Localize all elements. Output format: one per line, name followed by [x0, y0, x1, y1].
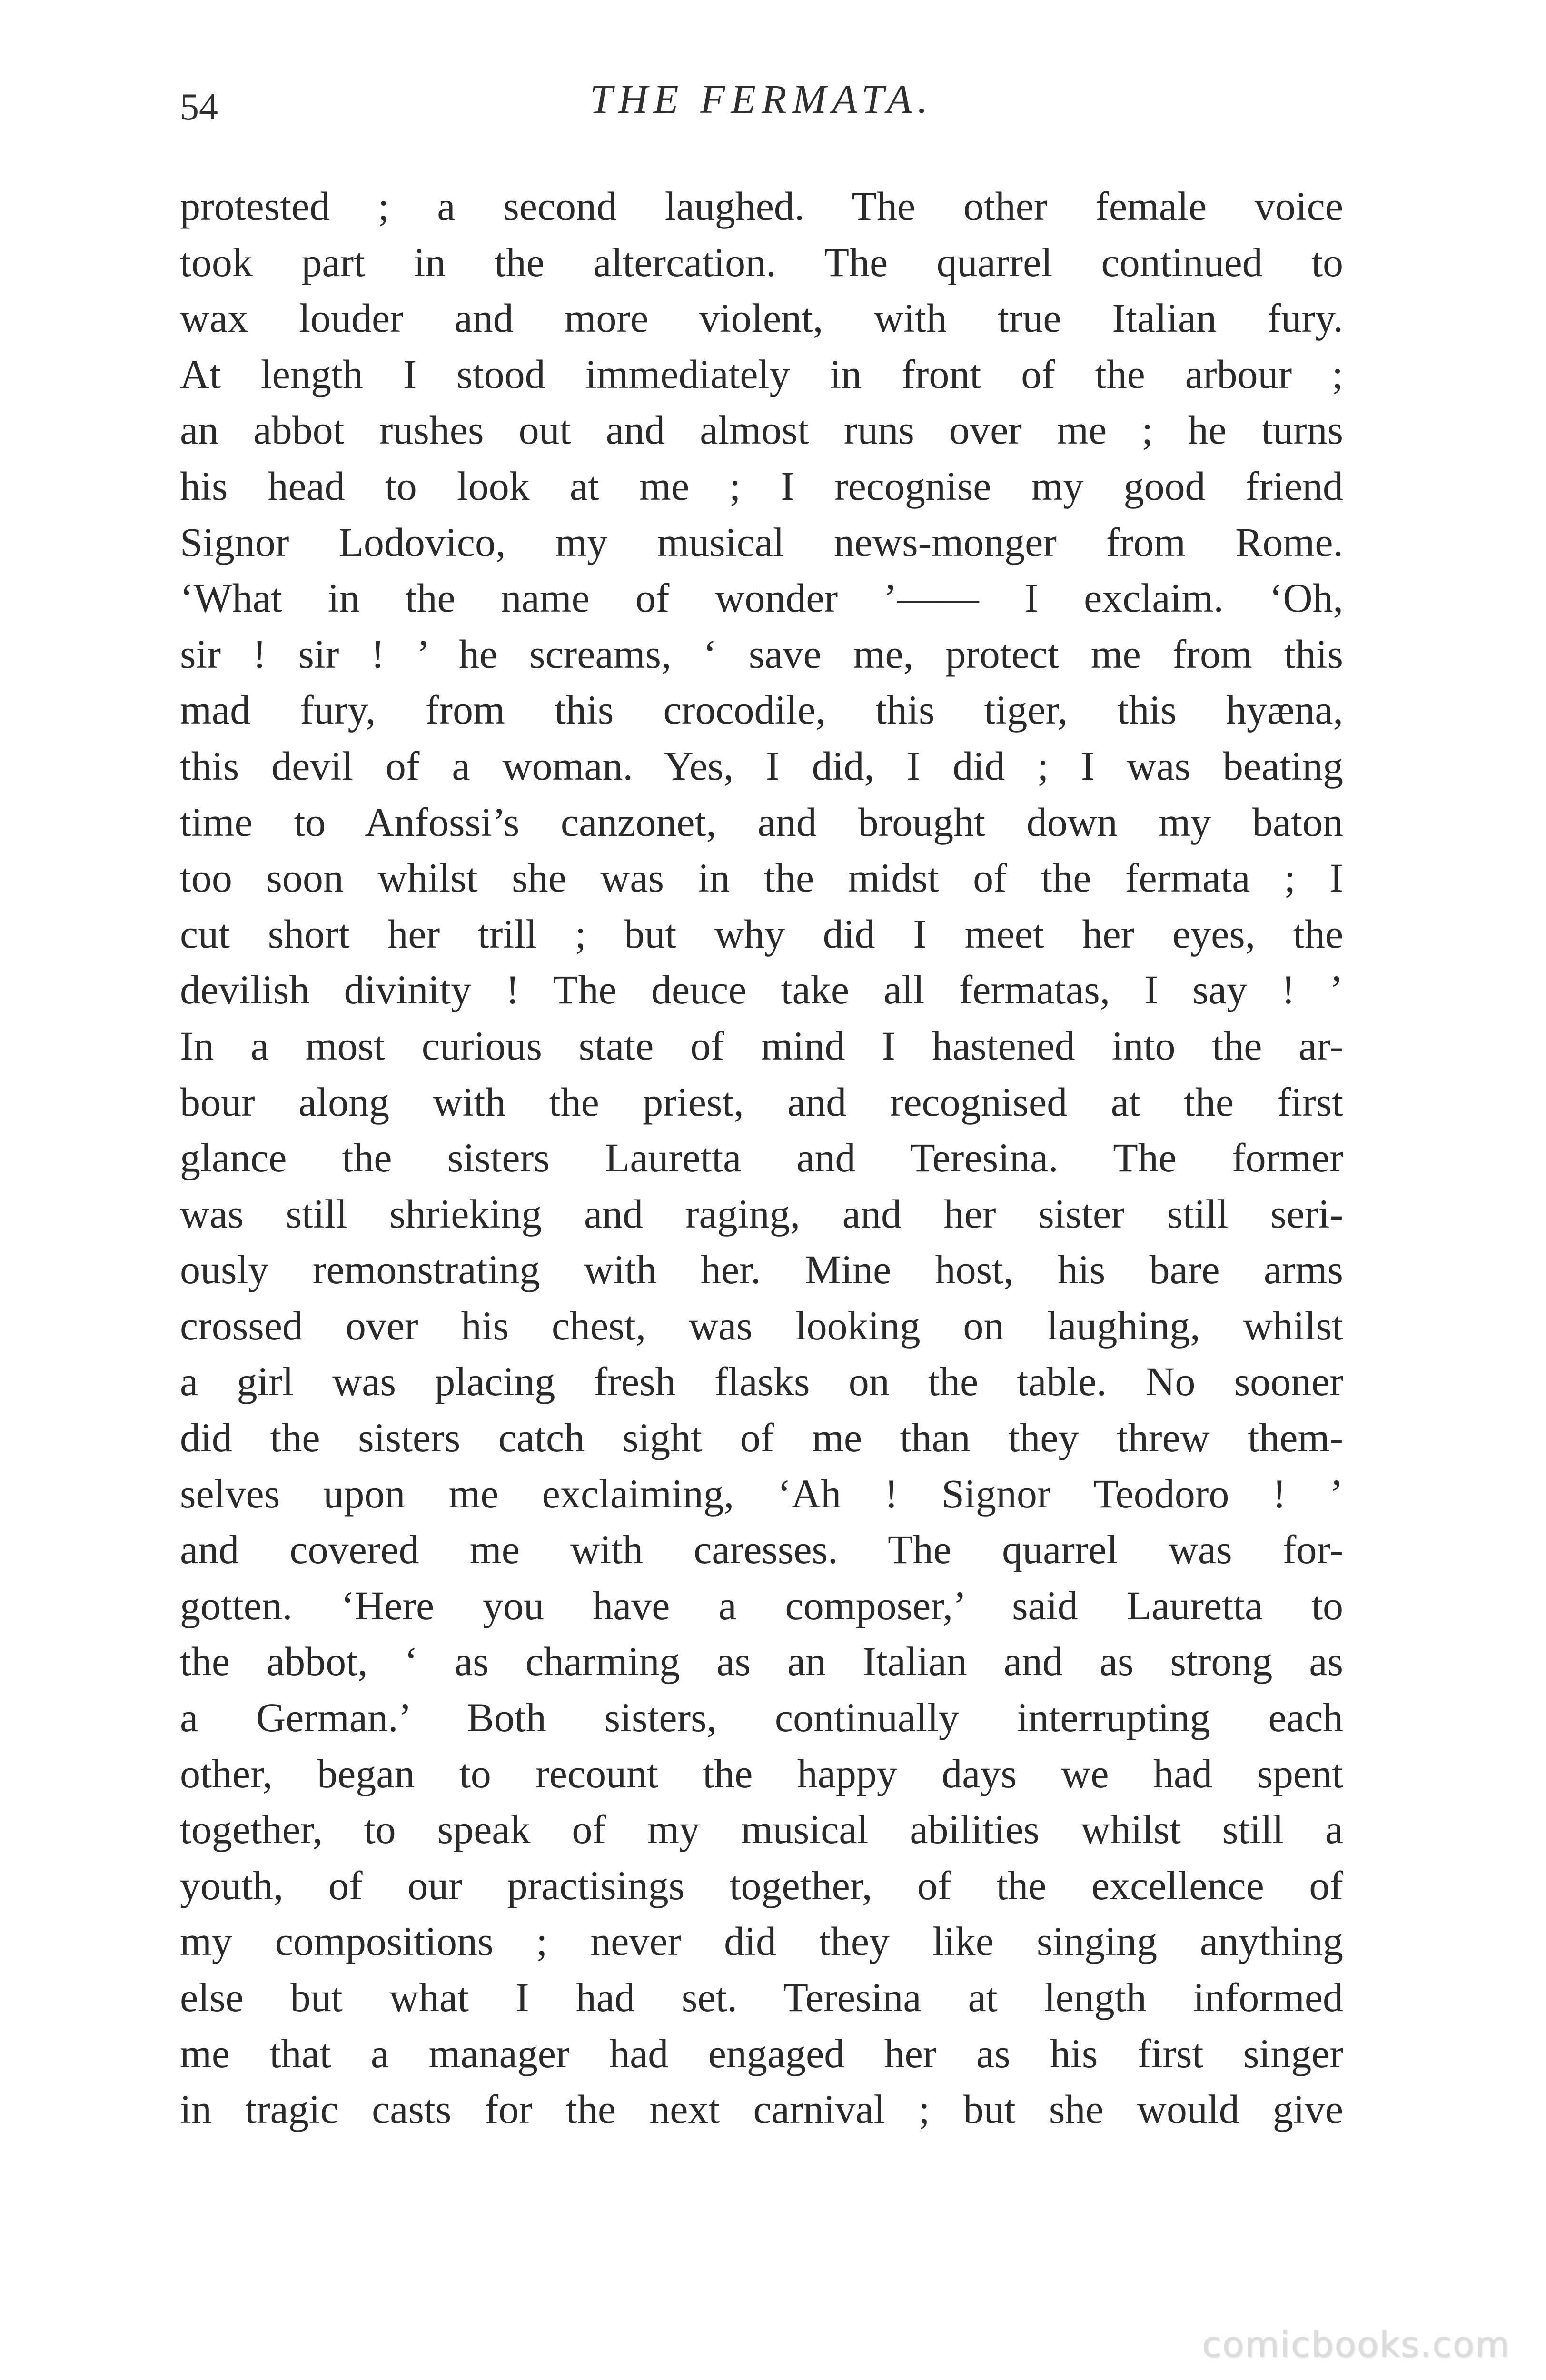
text-line: this devil of a woman. Yes, I did, I did ; I was beating — [180, 743, 1343, 789]
text-line: sir ! sir ! ’ he screams, ‘ save me, protect me from this — [180, 631, 1343, 677]
page-number: 54 — [180, 86, 218, 128]
text-line: Signor Lodovico, my musical news-monger from Rome. — [180, 519, 1343, 565]
watermark: comicbooks.com — [1202, 2324, 1510, 2365]
text-line: gotten. ‘Here you have a composer,’ said Lauretta to — [180, 1582, 1343, 1628]
text-line: In a most curious state of mind I hastened into the ar- — [180, 1022, 1343, 1069]
text-line: protested ; a second laughed. The other female voice — [180, 183, 1343, 229]
text-line: in tragic casts for the next carnival ; but she would give — [180, 2086, 1343, 2132]
text-line: devilish divinity ! The deuce take all fermatas, I say ! ’ — [180, 967, 1343, 1013]
text-line: glance the sisters Lauretta and Teresina. The former — [180, 1135, 1343, 1181]
text-line: crossed over his chest, was looking on laughing, whilst — [180, 1302, 1343, 1349]
text-line: bour along with the priest, and recognised at the first — [180, 1079, 1343, 1125]
text-line: At length I stood immediately in front of the arbour ; — [180, 351, 1343, 397]
text-line: time to Anfossi’s canzonet, and brought down my baton — [180, 799, 1343, 845]
text-line: did the sisters catch sight of me than they threw them- — [180, 1415, 1343, 1461]
text-line: selves upon me exclaiming, ‘Ah ! Signor Teodoro ! ’ — [180, 1470, 1343, 1517]
text-line: a girl was placing fresh flasks on the table. No sooner — [180, 1359, 1343, 1405]
text-line: my compositions ; never did they like singing anything — [180, 1918, 1343, 1964]
text-line: together, to speak of my musical abilities whilst still a — [180, 1806, 1343, 1853]
text-line: youth, of our practisings together, of the excellence of — [180, 1862, 1343, 1908]
text-line: wax louder and more violent, with true Italian fury. — [180, 295, 1343, 341]
text-line: an abbot rushes out and almost runs over me ; he turns — [180, 407, 1343, 453]
text-line: his head to look at me ; I recognise my good friend — [180, 463, 1343, 509]
text-line: too soon whilst she was in the midst of the fermata ; I — [180, 855, 1343, 901]
text-line: was still shrieking and raging, and her sister still seri- — [180, 1190, 1343, 1237]
text-line: ‘What in the name of wonder ’—— I exclaim. ‘Oh, — [180, 575, 1343, 621]
running-title: THE FERMATA. — [589, 76, 934, 122]
text-line: took part in the altercation. The quarrel continued to — [180, 239, 1343, 285]
text-line: else but what I had set. Teresina at length informed — [180, 1974, 1343, 2020]
body-text — [180, 178, 1343, 2138]
text-line: cut short her trill ; but why did I meet her eyes, the — [180, 911, 1343, 957]
text-line: mad fury, from this crocodile, this tiger, this hyæna, — [180, 687, 1343, 733]
text-line: a German.’ Both sisters, continually interrupting each — [180, 1695, 1343, 1741]
running-header — [180, 76, 1343, 131]
text-line: ously remonstrating with her. Mine host, his bare arms — [180, 1247, 1343, 1293]
text-line: and covered me with caresses. The quarrel was for- — [180, 1527, 1343, 1573]
text-line: me that a manager had engaged her as his first singer — [180, 2030, 1343, 2076]
text-line: other, began to recount the happy days we had spent — [180, 1750, 1343, 1796]
text-line: the abbot, ‘ as charming as an Italian and as strong as — [180, 1638, 1343, 1685]
